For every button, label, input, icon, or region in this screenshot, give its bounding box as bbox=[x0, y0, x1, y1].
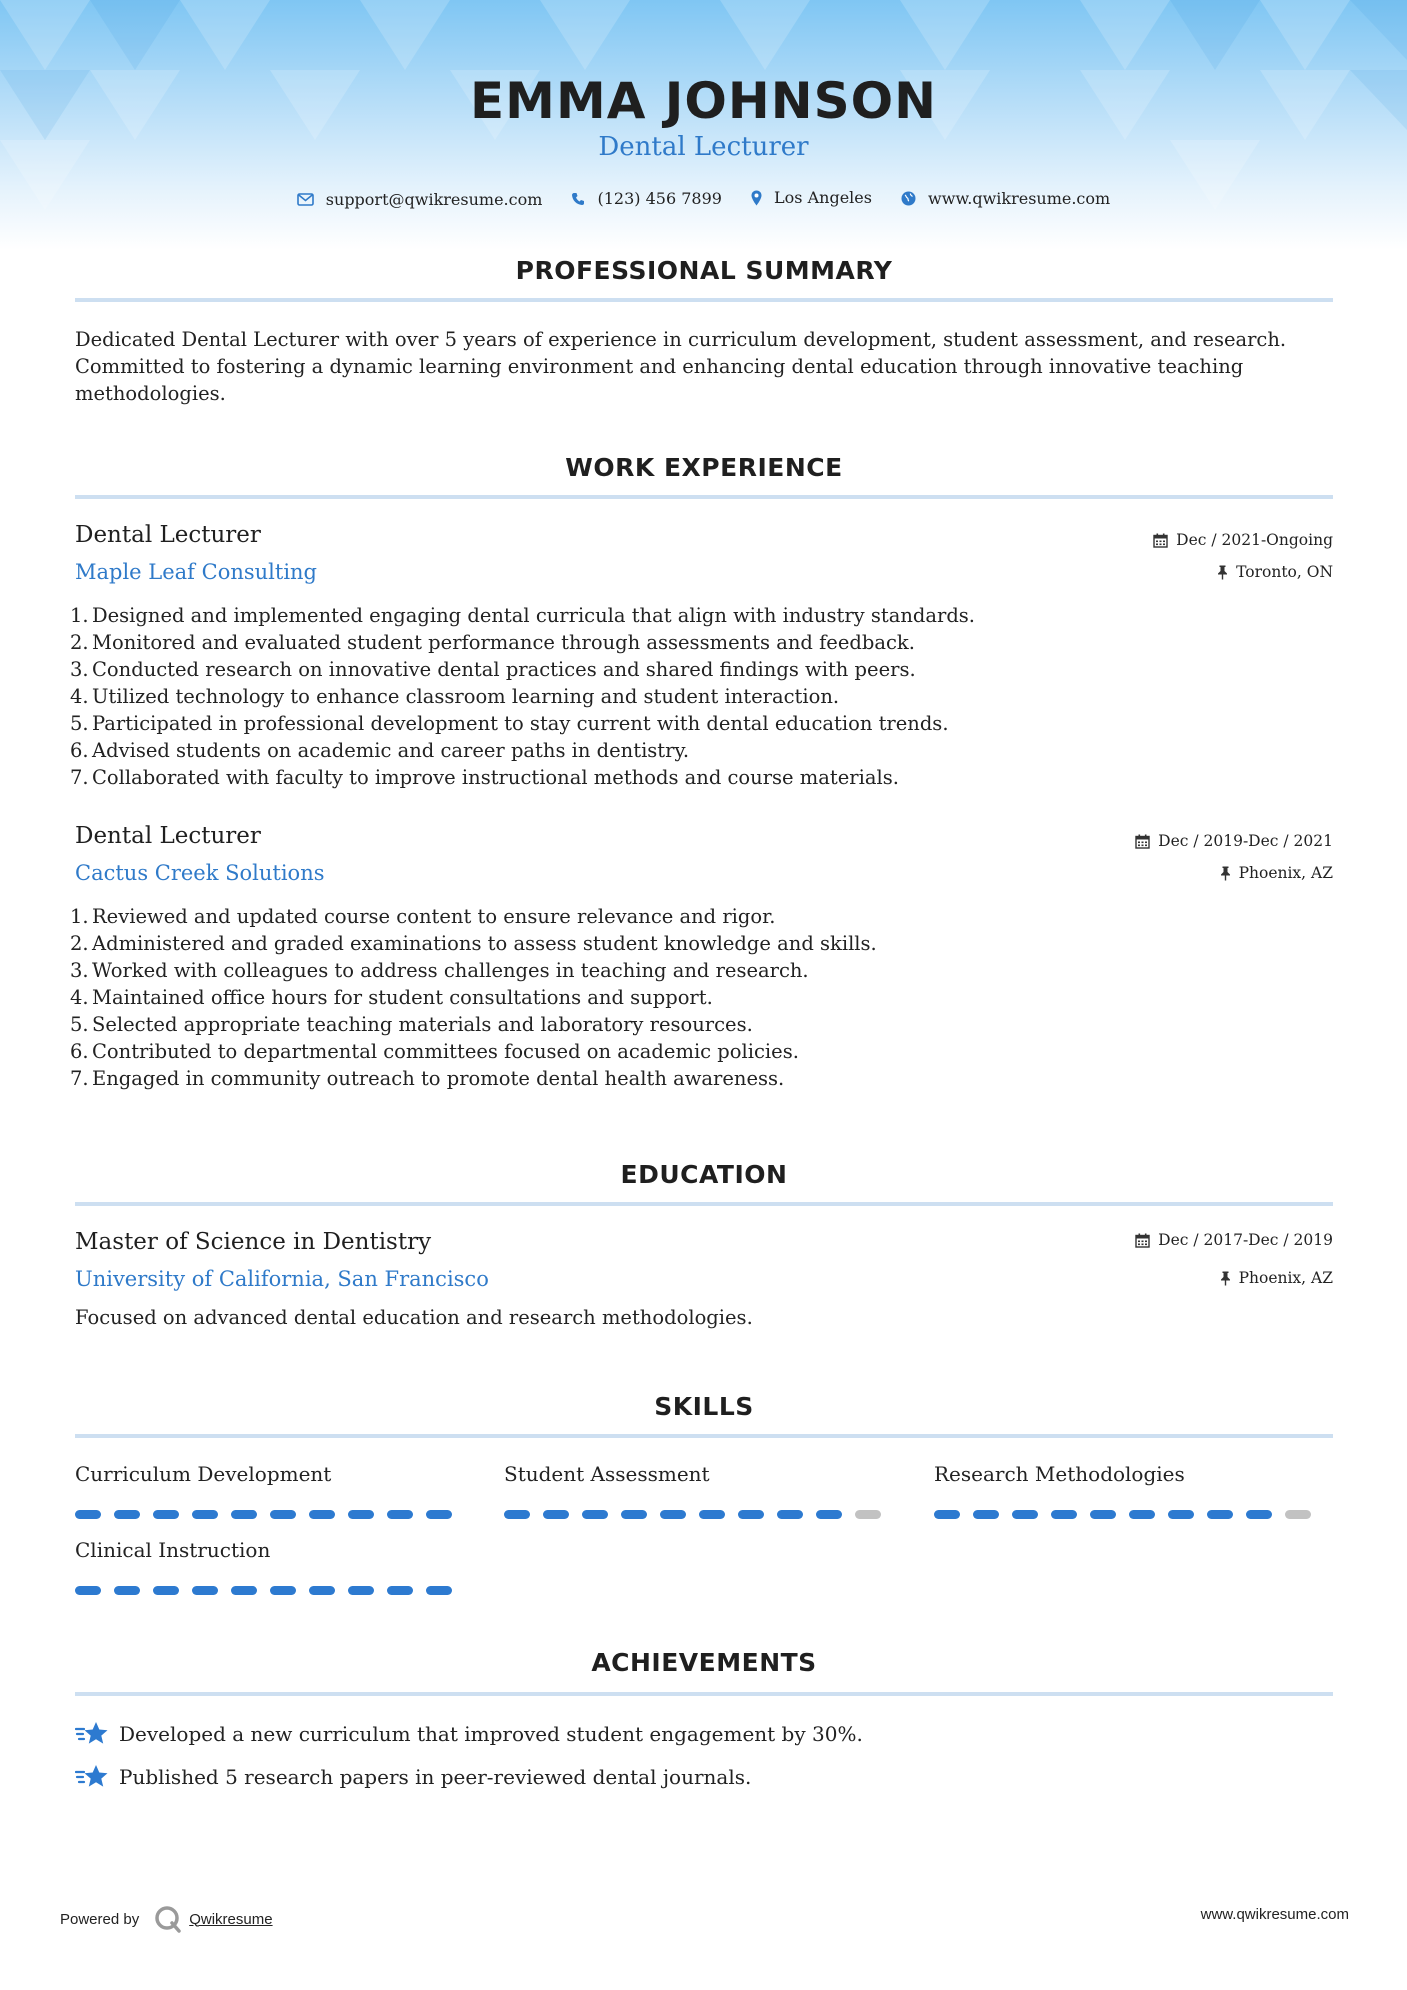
skill-segment-filled bbox=[1207, 1510, 1233, 1519]
email-text: support@qwikresume.com bbox=[325, 189, 543, 209]
phone-icon bbox=[571, 192, 585, 206]
skill-segment-empty bbox=[1285, 1510, 1311, 1519]
candidate-role: Dental Lecturer bbox=[598, 132, 809, 162]
summary-line: Committed to fostering a dynamic learning environment and enhancing dental education through innovative teaching bbox=[75, 355, 1244, 378]
job-location bbox=[1220, 864, 1333, 882]
list-item: 7. Collaborated with faculty to improve instructional methods and course materials. bbox=[70, 766, 899, 789]
job-dates bbox=[1153, 531, 1333, 549]
job-dates-text: Dec / 2021-Ongoing bbox=[1176, 531, 1333, 549]
education-divider bbox=[75, 1202, 1333, 1206]
skill-name: Student Assessment bbox=[504, 1462, 710, 1486]
skill-segment-filled bbox=[1090, 1510, 1116, 1519]
job-dates-text: Dec / 2019-Dec / 2021 bbox=[1158, 832, 1333, 850]
experience-divider bbox=[75, 495, 1333, 499]
skill-segment-filled bbox=[426, 1510, 452, 1519]
list-item: 1. Designed and implemented engaging dental curricula that align with industry standards. bbox=[70, 604, 976, 627]
list-item: 5. Participated in professional development to stay current with dental education trends. bbox=[70, 712, 949, 735]
skill-name: Research Methodologies bbox=[934, 1462, 1185, 1486]
achievement-text: Published 5 research papers in peer-reviewed dental journals. bbox=[119, 1765, 752, 1789]
skill-segment-filled bbox=[621, 1510, 647, 1519]
skill-segment-filled bbox=[309, 1586, 335, 1595]
website-text: www.qwikresume.com bbox=[928, 188, 1111, 208]
globe-icon bbox=[901, 191, 916, 206]
list-item: 2. Administered and graded examinations to assess student knowledge and skills. bbox=[70, 932, 877, 955]
powered-by-label: Powered by bbox=[60, 1910, 140, 1928]
skill-level-bar bbox=[75, 1586, 455, 1595]
skill-segment-filled bbox=[660, 1510, 686, 1519]
skill-segment-filled bbox=[699, 1510, 725, 1519]
list-item: 6. Contributed to departmental committees focused on academic policies. bbox=[70, 1040, 799, 1063]
skill-segment-filled bbox=[75, 1510, 101, 1519]
skill-segment-filled bbox=[348, 1586, 374, 1595]
skill-segment-filled bbox=[1168, 1510, 1194, 1519]
skill-segment-filled bbox=[816, 1510, 842, 1519]
location-text: Los Angeles bbox=[774, 188, 872, 207]
skill-segment-filled bbox=[75, 1586, 101, 1595]
job-responsibilities bbox=[70, 602, 1310, 791]
skill-segment-filled bbox=[582, 1510, 608, 1519]
skill-segment-filled bbox=[1051, 1510, 1077, 1519]
skill-segment-filled bbox=[504, 1510, 530, 1519]
skill-segment-filled bbox=[231, 1510, 257, 1519]
skill-segment-empty bbox=[855, 1510, 881, 1519]
skill-segment-filled bbox=[153, 1586, 179, 1595]
skill-segment-filled bbox=[192, 1510, 218, 1519]
summary-divider bbox=[75, 298, 1333, 302]
job-location-text: Toronto, ON bbox=[1236, 563, 1333, 581]
summary-heading: PROFESSIONAL SUMMARY bbox=[515, 256, 893, 285]
footer-powered-by bbox=[60, 1904, 273, 1934]
list-item: 3. Worked with colleagues to address challenges in teaching and research. bbox=[70, 959, 809, 982]
skill-segment-filled bbox=[426, 1586, 452, 1595]
contact-location bbox=[751, 188, 872, 207]
contact-email[interactable] bbox=[297, 190, 543, 209]
achievements-divider bbox=[75, 1692, 1333, 1696]
pushpin-icon bbox=[1220, 1271, 1231, 1286]
map-pin-icon bbox=[751, 190, 762, 206]
skill-segment-filled bbox=[114, 1586, 140, 1595]
summary-text bbox=[75, 326, 1337, 407]
star-icon bbox=[75, 1720, 109, 1748]
contact-phone[interactable] bbox=[571, 189, 721, 208]
pushpin-icon bbox=[1217, 565, 1228, 580]
skill-name: Curriculum Development bbox=[75, 1462, 332, 1486]
job-responsibilities bbox=[70, 903, 1310, 1092]
education-degree: Master of Science in Dentistry bbox=[75, 1229, 432, 1255]
skill-segment-filled bbox=[309, 1510, 335, 1519]
skill-name: Clinical Instruction bbox=[75, 1538, 271, 1562]
skill-level-bar bbox=[934, 1510, 1314, 1519]
calendar-icon bbox=[1153, 533, 1168, 548]
job-location bbox=[1217, 563, 1333, 581]
envelope-icon bbox=[297, 193, 314, 206]
education-dates-text: Dec / 2017-Dec / 2019 bbox=[1158, 1231, 1333, 1249]
list-item: 4. Utilized technology to enhance classroom learning and student interaction. bbox=[70, 685, 840, 708]
job-company: Maple Leaf Consulting bbox=[75, 560, 318, 584]
phone-text: (123) 456 7899 bbox=[597, 189, 722, 208]
job-location-text: Phoenix, AZ bbox=[1238, 864, 1333, 882]
achievements-heading: ACHIEVEMENTS bbox=[591, 1648, 817, 1677]
qwikresume-logo-icon bbox=[153, 1904, 183, 1934]
skill-segment-filled bbox=[270, 1586, 296, 1595]
calendar-icon bbox=[1135, 834, 1150, 849]
skill-segment-filled bbox=[1012, 1510, 1038, 1519]
candidate-name: EMMA JOHNSON bbox=[470, 72, 937, 130]
list-item: 4. Maintained office hours for student consultations and support. bbox=[70, 986, 713, 1009]
job-company: Cactus Creek Solutions bbox=[75, 861, 325, 885]
achievement-item bbox=[75, 1763, 751, 1791]
summary-line: methodologies. bbox=[75, 382, 226, 405]
skill-level-bar bbox=[75, 1510, 455, 1519]
job-title: Dental Lecturer bbox=[75, 823, 261, 849]
list-item: 3. Conducted research on innovative dental practices and shared findings with peers. bbox=[70, 658, 916, 681]
skill-segment-filled bbox=[387, 1586, 413, 1595]
skill-segment-filled bbox=[1129, 1510, 1155, 1519]
qwikresume-link[interactable]: Qwikresume bbox=[189, 1910, 273, 1928]
pushpin-icon bbox=[1220, 866, 1231, 881]
experience-heading: WORK EXPERIENCE bbox=[565, 453, 843, 482]
skills-divider bbox=[75, 1434, 1333, 1438]
skills-heading: SKILLS bbox=[654, 1392, 754, 1421]
skill-segment-filled bbox=[387, 1510, 413, 1519]
job-dates bbox=[1135, 832, 1333, 850]
skill-level-bar bbox=[504, 1510, 884, 1519]
education-heading: EDUCATION bbox=[620, 1160, 788, 1189]
skill-segment-filled bbox=[231, 1586, 257, 1595]
list-item: 7. Engaged in community outreach to promote dental health awareness. bbox=[70, 1067, 785, 1090]
skill-segment-filled bbox=[973, 1510, 999, 1519]
footer-website[interactable]: www.qwikresume.com bbox=[1200, 1906, 1349, 1923]
list-item: 5. Selected appropriate teaching materials and laboratory resources. bbox=[70, 1013, 753, 1036]
calendar-icon bbox=[1135, 1233, 1150, 1248]
education-location-text: Phoenix, AZ bbox=[1238, 1269, 1333, 1287]
skill-segment-filled bbox=[192, 1586, 218, 1595]
summary-line: Dedicated Dental Lecturer with over 5 years of experience in curriculum development, student assessment, and research. bbox=[75, 328, 1287, 351]
skill-segment-filled bbox=[1246, 1510, 1272, 1519]
skill-segment-filled bbox=[153, 1510, 179, 1519]
education-location bbox=[1220, 1269, 1333, 1287]
skill-segment-filled bbox=[114, 1510, 140, 1519]
star-icon bbox=[75, 1763, 109, 1791]
skill-segment-filled bbox=[348, 1510, 374, 1519]
skill-segment-filled bbox=[934, 1510, 960, 1519]
list-item: 2. Monitored and evaluated student performance through assessments and feedback. bbox=[70, 631, 915, 654]
contact-bar bbox=[0, 188, 1407, 210]
education-description: Focused on advanced dental education and research methodologies. bbox=[75, 1306, 753, 1329]
list-item: 6. Advised students on academic and career paths in dentistry. bbox=[70, 739, 690, 762]
skill-segment-filled bbox=[738, 1510, 764, 1519]
job-title: Dental Lecturer bbox=[75, 522, 261, 548]
list-item: 1. Reviewed and updated course content to ensure relevance and rigor. bbox=[70, 905, 776, 928]
education-dates bbox=[1135, 1231, 1333, 1249]
skill-segment-filled bbox=[543, 1510, 569, 1519]
skill-segment-filled bbox=[270, 1510, 296, 1519]
skill-segment-filled bbox=[777, 1510, 803, 1519]
achievement-item bbox=[75, 1720, 863, 1748]
contact-website[interactable] bbox=[901, 189, 1110, 208]
education-school: University of California, San Francisco bbox=[75, 1267, 489, 1291]
achievement-text: Developed a new curriculum that improved student engagement by 30%. bbox=[119, 1722, 863, 1746]
